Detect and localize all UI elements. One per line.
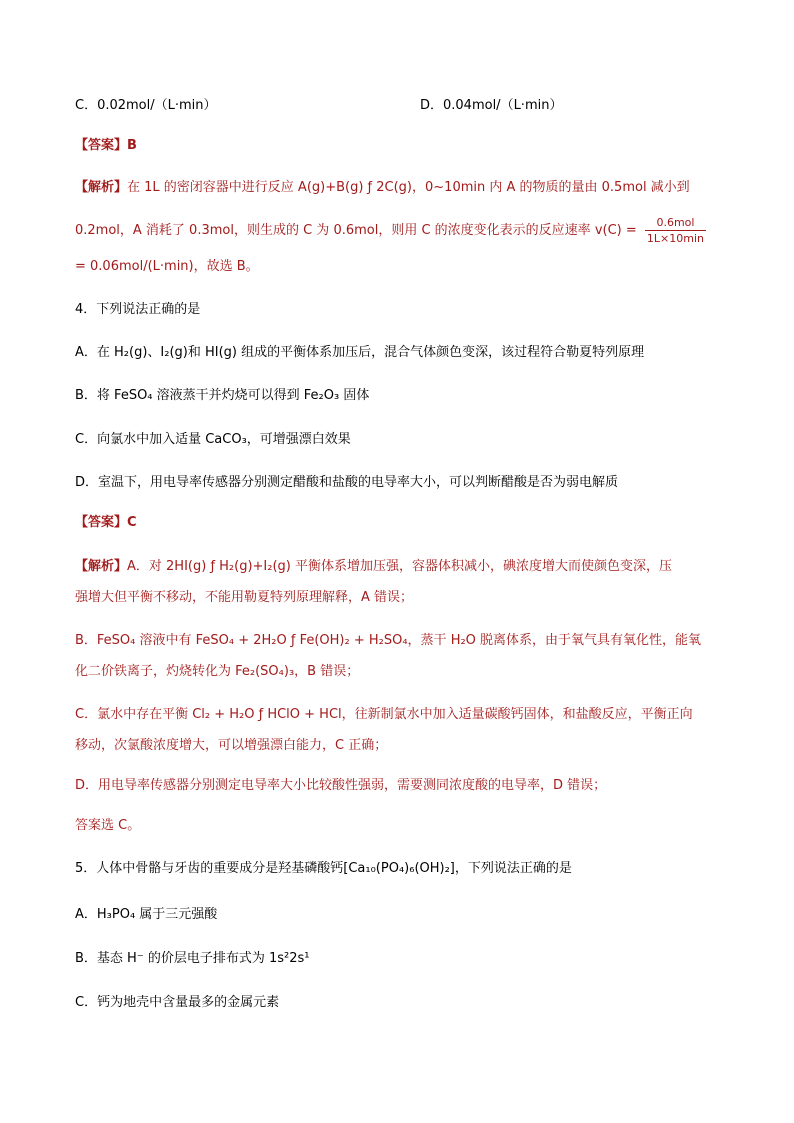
q3-analysis-text-2: 0.2mol，A 消耗了 0.3mol，则生成的 C 为 0.6mol，则用 C 的浓度变化表示的反应速率 v(C) = xyxy=(75,223,637,238)
q4-answer xyxy=(75,513,734,533)
q4-analysis-c-1: C．氯水中存在平衡 Cl₂ + H₂O ƒ HClO + HCl，往新制氯水中加入适量碳酸钙固体，和盐酸反应，平衡正向 xyxy=(75,707,693,722)
answer-value: B xyxy=(127,138,137,153)
q3-options-row xyxy=(75,96,734,116)
q4-analysis-a-1 xyxy=(75,557,734,577)
q5-option-c: C．钙为地壳中含量最多的金属元素 xyxy=(75,995,280,1010)
q3-analysis-line-1 xyxy=(75,178,734,198)
q3-answer xyxy=(75,136,734,156)
q4-final: 答案选 C。 xyxy=(75,818,141,833)
q3-analysis-line-3 xyxy=(75,257,734,277)
q4-option-b: B．将 FeSO₄ 溶液蒸干并灼烧可以得到 Fe₂O₃ 固体 xyxy=(75,388,370,403)
q4-stem: 4．下列说法正确的是 xyxy=(75,302,201,317)
q5-option-b: B．基态 H⁻ 的价层电子排布式为 1s²2s¹ xyxy=(75,951,310,966)
fraction-denominator: 1L×10min xyxy=(646,232,704,245)
answer-tag: 【答案】 xyxy=(75,138,128,153)
q3-analysis-text-1: 在 1L 的密闭容器中进行反应 A(g)+B(g) ƒ 2C(g)，0~10min 内 A 的物质的量由 0.5mol 减小到 xyxy=(127,180,690,195)
q4-option-a: A．在 H₂(g)、I₂(g)和 HI(g) 组成的平衡体系加压后，混合气体颜色变深，该过程符合勒夏特列原理 xyxy=(75,345,645,360)
answer-value: C xyxy=(127,515,137,530)
answer-tag: 【答案】 xyxy=(75,515,128,530)
q5-stem: 5．人体中骨骼与牙齿的重要成分是羟基磷酸钙[Ca₁₀(PO₄)₆(OH)₂]，下列说法正确的是 xyxy=(75,861,572,876)
q3-analysis-line-2 xyxy=(75,214,734,248)
q4-option-c: C．向氯水中加入适量 CaCO₃，可增强漂白效果 xyxy=(75,432,351,447)
q4-analysis-b-2: 化二价铁离子，灼烧转化为 Fe₂(SO₄)₃，B 错误； xyxy=(75,664,360,679)
fraction-numerator: 0.6mol xyxy=(645,215,706,231)
q4-analysis-d: D．用电导率传感器分别测定电导率大小比较酸性强弱，需要测同浓度酸的电导率，D 错误； xyxy=(75,778,607,793)
analysis-tag: 【解析】 xyxy=(75,559,128,574)
q4-analysis-c-2: 移动，次氯酸浓度增大，可以增强漂白能力，C 正确； xyxy=(75,738,388,753)
q4-analysis-b-1: B．FeSO₄ 溶液中有 FeSO₄ + 2H₂O ƒ Fe(OH)₂ + H₂SO₄，蒸干 H₂O 脱离体系，由于氧气具有氧化性，能氧 xyxy=(75,633,702,648)
q4-analysis-a-2: 强增大但平衡不移动，不能用勒夏特列原理解释，A 错误； xyxy=(75,590,414,605)
q4-analysis-a-text-1: A．对 2HI(g) ƒ H₂(g)+I₂(g) 平衡体系增加压强，容器体积减小，碘浓度增大而使颜色变深，压 xyxy=(127,559,673,574)
q4-option-d: D．室温下，用电导率传感器分别测定醋酸和盐酸的电导率大小，可以判断醋酸是否为弱电解质 xyxy=(75,475,619,490)
rate-fraction xyxy=(645,215,706,246)
q5-option-a: A．H₃PO₄ 属于三元强酸 xyxy=(75,907,218,922)
q3-analysis-text-3: = 0.06mol/(L·min)，故选 B。 xyxy=(75,259,259,274)
q3-option-c: C．0.02mol/（L·min） xyxy=(75,98,217,113)
q3-option-d: D．0.04mol/（L·min） xyxy=(420,98,563,113)
analysis-tag: 【解析】 xyxy=(75,180,128,195)
